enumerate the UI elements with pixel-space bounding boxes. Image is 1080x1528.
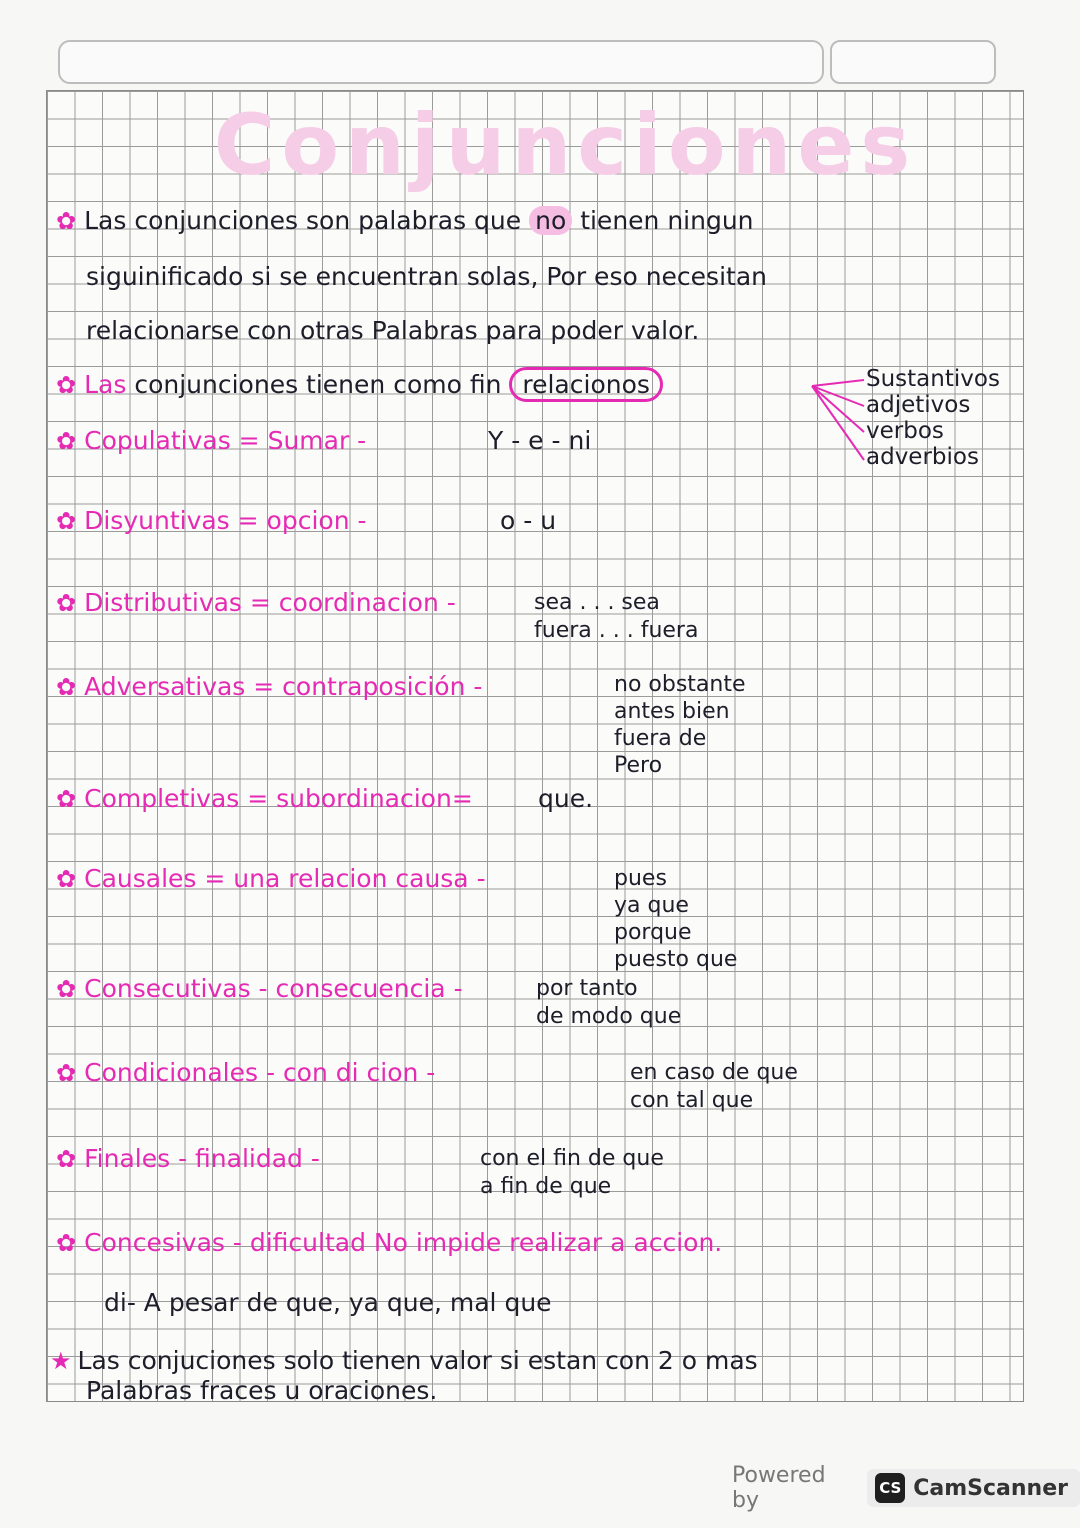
star-icon: ★ [50, 1347, 72, 1375]
flower-bullet-icon: ✿ [56, 507, 77, 535]
type-example: o - u [500, 506, 557, 535]
type-example: no obstante [614, 672, 746, 697]
type-condicionales [56, 1058, 435, 1087]
flower-bullet-icon: ✿ [56, 673, 77, 701]
type-name: Consecutivas - consecuencia - [84, 974, 463, 1003]
intro-text-a: Las conjunciones son palabras que [84, 206, 522, 235]
type-name: Adversativas = contraposición - [84, 672, 483, 701]
type-example: fuera de [614, 726, 707, 751]
type-name: Copulativas = Sumar - [84, 426, 367, 455]
type-example: pues [614, 866, 667, 891]
type-name: Causales = una relacion causa - [84, 864, 486, 893]
type-completivas [56, 784, 473, 813]
type-example: porque [614, 920, 692, 945]
target-item: verbos [866, 418, 944, 444]
type-concesivas [56, 1228, 722, 1257]
fin-lead: Las [84, 370, 127, 399]
page-title: Conjunciones [213, 96, 917, 194]
type-example: sea . . . sea [534, 590, 660, 615]
intro-line-3: relacionarse con otras Palabras para poder valor. [86, 316, 700, 345]
brand-badge [867, 1469, 1080, 1507]
powered-by-label: Powered by [732, 1463, 826, 1513]
target-item: adjetivos [866, 392, 971, 418]
type-name: Condicionales - con di cion - [84, 1058, 436, 1087]
type-example: por tanto [536, 976, 638, 1001]
flower-bullet-icon: ✿ [56, 427, 77, 455]
type-name: Distributivas = coordinacion - [84, 588, 456, 617]
highlight-no: no [529, 206, 572, 235]
header-box [830, 40, 996, 84]
type-example: Y - e - ni [488, 426, 592, 455]
arrow-lines [808, 370, 868, 480]
type-example: con el fin de que [480, 1146, 664, 1171]
type-distributivas [56, 588, 456, 617]
type-consecutivas [56, 974, 463, 1003]
type-example: en caso de que [630, 1060, 798, 1085]
flower-bullet-icon: ✿ [56, 1229, 77, 1257]
note-text-1: Las conjuciones solo tienen valor si estan con 2 o mas [77, 1346, 758, 1375]
flower-bullet-icon: ✿ [56, 975, 77, 1003]
type-example: Pero [614, 753, 663, 778]
flower-bullet-icon: ✿ [56, 371, 77, 399]
type-example: antes bien [614, 699, 730, 724]
type-name: Completivas = subordinacion= [84, 784, 473, 813]
camscanner-watermark [732, 1463, 1080, 1513]
note-line-1 [50, 1346, 758, 1375]
type-adversativas [56, 672, 482, 701]
intro-text-b: tienen ningun [580, 206, 754, 235]
flower-bullet-icon: ✿ [56, 1145, 77, 1173]
fin-targets [866, 366, 1000, 470]
intro-line-1 [56, 206, 754, 235]
type-causales [56, 864, 486, 893]
type-example: a fin de que [480, 1174, 612, 1199]
flower-bullet-icon: ✿ [56, 1059, 77, 1087]
type-example: ya que [614, 893, 689, 918]
note-line-2: Palabras fraces u oraciones. [86, 1376, 438, 1405]
flower-bullet-icon: ✿ [56, 589, 77, 617]
header-bar [58, 40, 824, 84]
type-example: con tal que [630, 1088, 754, 1113]
type-example: fuera . . . fuera [534, 618, 699, 643]
circled-word: relacionos [509, 367, 663, 402]
type-name: Finales - finalidad - [84, 1144, 320, 1173]
flower-bullet-icon: ✿ [56, 207, 77, 235]
flower-bullet-icon: ✿ [56, 865, 77, 893]
fin-text: conjunciones tienen como fin [134, 370, 502, 399]
type-name: Concesivas - dificultad No impide realizar a accion. [84, 1228, 723, 1257]
flower-bullet-icon: ✿ [56, 785, 77, 813]
target-item: Sustantivos [866, 366, 1000, 392]
target-item: adverbios [866, 444, 979, 470]
type-example: que. [538, 784, 594, 813]
brand-name: CamScanner [913, 1475, 1068, 1501]
type-example: di- A pesar de que, ya que, mal que [104, 1288, 552, 1317]
intro-line-2: siguinificado si se encuentran solas, Por eso necesitan [86, 262, 767, 291]
fin-line [56, 370, 663, 399]
type-copulativas [56, 426, 366, 455]
type-example: puesto que [614, 947, 738, 972]
type-finales [56, 1144, 320, 1173]
camscanner-logo-icon: CS [875, 1473, 905, 1503]
type-example: de modo que [536, 1004, 682, 1029]
type-disyuntivas [56, 506, 367, 535]
type-name: Disyuntivas = opcion - [84, 506, 367, 535]
